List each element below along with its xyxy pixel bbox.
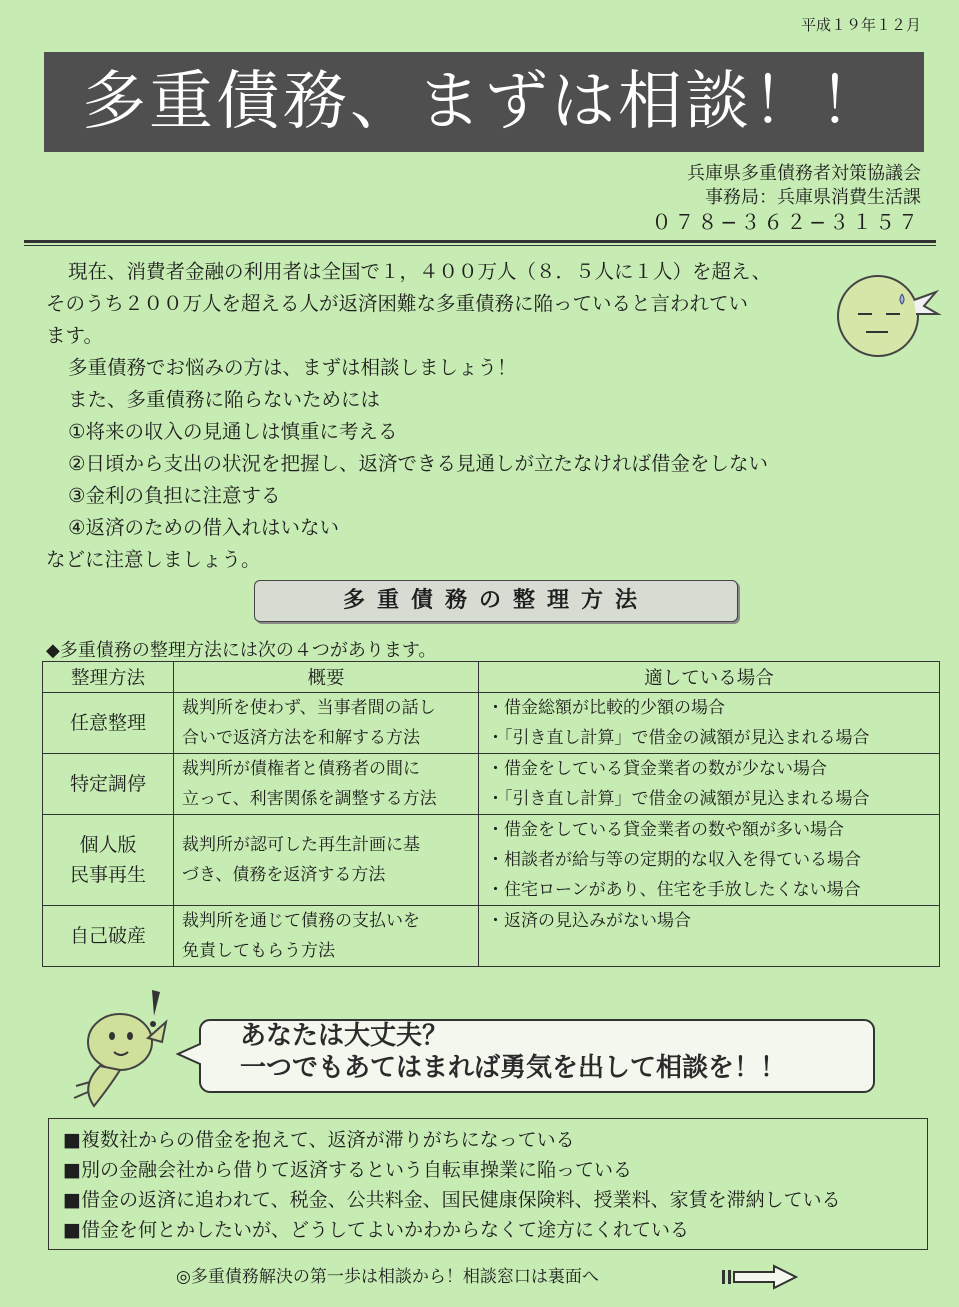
summary-cell [174, 815, 479, 906]
summary-cell [174, 693, 479, 754]
case-line: ・借金をしている貸金業者の数や額が多い場合 [487, 820, 844, 840]
methods-table [42, 661, 940, 967]
footer-note: ◎多重債務解決の第一歩は相談から！相談窓口は裏面へ [176, 1267, 599, 1287]
summary-line: 裁判所を使わず、当事者間の話し [182, 698, 436, 718]
mascot-face-icon [830, 268, 942, 362]
method-name: 自己破産 [69, 925, 146, 947]
summary-line: 裁判所が債権者と債務者の間に [182, 759, 420, 779]
case-line: ・相談者が給与等の定期的な収入を得ている場合 [487, 850, 861, 870]
table-lead: ◆多重債務の整理方法には次の４つがあります。 [46, 640, 437, 661]
summary-line: 立って、利害関係を調整する方法 [182, 789, 437, 809]
case-line: ・借金総額が比較的少額の場合 [487, 698, 725, 718]
summary-cell [174, 906, 479, 967]
intro-line: ②日頃から支出の状況を把握し、返済できる見通しが立たなければ借金をしない [68, 452, 768, 475]
organization-name: 兵庫県多重債務者対策協議会 [687, 163, 921, 184]
method-name: 個人版 [79, 834, 137, 856]
intro-line: ①将来の収入の見通しは慎重に考える [68, 420, 398, 443]
summary-line: づき、債務を返済する方法 [182, 865, 386, 885]
intro-line: ます。 [46, 324, 103, 347]
intro-text [46, 256, 836, 576]
intro-line: ③金利の負担に注意する [68, 484, 281, 507]
bubble-line: 一つでもあてはまれば勇気を出して相談を！！ [240, 1053, 787, 1083]
summary-line: 合いで返済方法を和解する方法 [182, 728, 420, 748]
table-row [43, 815, 940, 906]
section-title: 多重債務の整理方法 [342, 588, 649, 613]
office-phone: ０７８−３６２−３１５７ [651, 210, 921, 234]
checklist-item: ■借金を何とかしたいが、どうしてよいかわからなくて途方にくれている [63, 1219, 689, 1241]
table-header-row [43, 662, 940, 693]
bubble-line: あなたは大丈夫？ [240, 1021, 449, 1051]
table-row [43, 693, 940, 754]
summary-line: 免責してもらう方法 [182, 941, 335, 961]
intro-line: 現在、消費者金融の利用者は全国で１，４００万人（８．５人に１人）を超え、 [68, 260, 772, 283]
method-name: 特定調停 [69, 773, 146, 795]
column-header: 適している場合 [479, 662, 940, 693]
column-header: 概要 [174, 662, 479, 693]
organization-block [651, 162, 921, 234]
header-rule [24, 240, 936, 246]
table-row [43, 754, 940, 815]
cases-cell [479, 754, 940, 815]
case-line: ・住宅ローンがあり、住宅を手放したくない場合 [487, 880, 861, 900]
table-row [43, 906, 940, 967]
checklist [48, 1118, 928, 1250]
method-cell [43, 693, 174, 754]
checklist-item: ■別の金融会社から借りて返済するという自転車操業に陥っている [63, 1159, 632, 1181]
checklist-item: ■複数社からの借金を抱えて、返済が滞りがちになっている [63, 1129, 575, 1151]
intro-line: そのうち２００万人を超える人が返済困難な多重債務に陥っていると言われてい [46, 292, 749, 315]
arrow-right-icon [720, 1264, 800, 1290]
intro-line: 多重債務でお悩みの方は、まずは相談しましょう！ [68, 356, 517, 379]
page-title: 多重債務、まずは相談！！ [82, 65, 886, 139]
issue-date: 平成１９年１２月 [800, 16, 921, 34]
method-cell [43, 815, 174, 906]
cases-cell [479, 693, 940, 754]
summary-cell [174, 754, 479, 815]
case-line: ・返済の見込みがない場合 [487, 911, 691, 931]
summary-line: 裁判所を通じて債務の支払いを [182, 911, 420, 931]
intro-line: また、多重債務に陥らないためには [68, 388, 381, 411]
summary-line: 裁判所が認可した再生計画に基 [182, 835, 420, 855]
office-name: 事務局：兵庫県消費生活課 [705, 187, 921, 208]
mascot-bird-icon [70, 986, 190, 1112]
intro-line: ④返済のための借入れはいない [68, 516, 339, 539]
method-name: 任意整理 [69, 712, 146, 734]
bubble-text [240, 1020, 786, 1084]
cases-cell [479, 815, 940, 906]
case-line: ・借金をしている貸金業者の数が少ない場合 [487, 759, 827, 779]
method-cell [43, 754, 174, 815]
column-header: 整理方法 [43, 662, 174, 693]
checklist-item: ■借金の返済に追われて、税金、公共料金、国民健康保険料、授業料、家賃を滞納している [63, 1189, 841, 1211]
method-cell [43, 906, 174, 967]
cases-cell [479, 906, 940, 967]
intro-line: などに注意しましょう。 [46, 548, 261, 571]
method-name: 民事再生 [69, 864, 146, 886]
case-line: ・「引き直し計算」で借金の減額が見込まれる場合 [487, 789, 870, 809]
case-line: ・「引き直し計算」で借金の減額が見込まれる場合 [487, 728, 870, 748]
